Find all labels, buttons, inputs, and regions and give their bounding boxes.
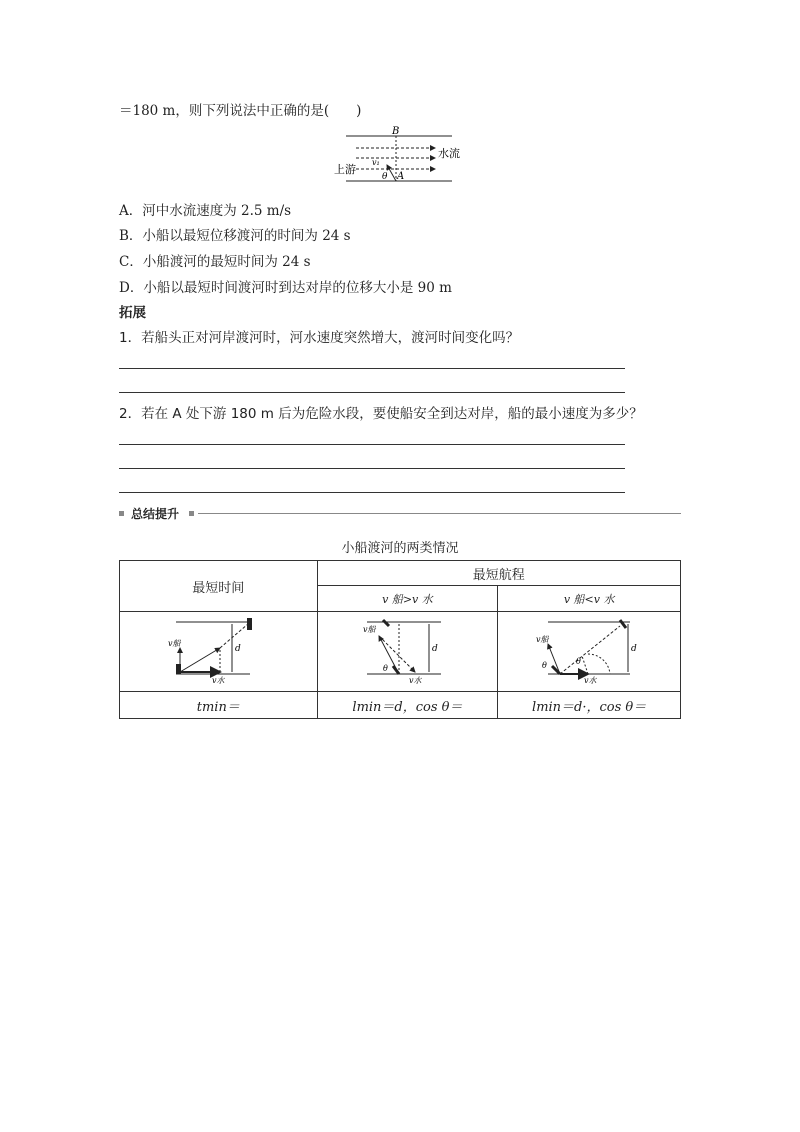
subheader-vboat-lt-vwater: v 船<v 水	[498, 586, 681, 612]
summary-table	[119, 560, 681, 719]
label-theta: θ	[383, 663, 389, 673]
formula-shortest-time: tmin＝	[120, 692, 318, 719]
label-upstream: 上游	[334, 163, 356, 176]
label-b: B	[392, 126, 400, 137]
label-theta: θ	[382, 172, 388, 182]
label-d: d	[432, 643, 439, 654]
label-v-water: v水	[584, 675, 597, 684]
label-v1: v₁	[372, 158, 380, 167]
answer-line	[119, 492, 625, 493]
figure-cell-3	[498, 612, 681, 692]
figure-cell-2	[317, 612, 498, 692]
option-d: D．小船以最短时间渡河时到达对岸的位移大小是 90 m	[119, 280, 452, 296]
header-shortest-path: 最短航程	[317, 561, 680, 586]
label-v-water: v水	[409, 675, 422, 684]
option-b: B．小船以最短位移渡河的时间为 24 s	[119, 228, 351, 244]
label-d: d	[631, 643, 637, 654]
figure-shortest-path-1	[357, 616, 457, 684]
subheader-vboat-gt-vwater: v 船>v 水	[317, 586, 498, 612]
section-bullet	[119, 511, 124, 516]
river-diagram	[330, 122, 480, 188]
label-v-boat: v船	[363, 624, 376, 634]
answer-line	[119, 392, 625, 393]
table-title: 小船渡河的两类情况	[341, 541, 459, 556]
option-a: A．河中水流速度为 2.5 m/s	[119, 203, 292, 219]
answer-line	[119, 468, 625, 469]
formula-shortest-path-1: lmin＝d，cos θ＝	[317, 692, 498, 719]
figure-shortest-time	[168, 616, 268, 684]
option-c: C．小船渡河的最短时间为 24 s	[119, 254, 311, 270]
label-d: d	[235, 643, 242, 654]
intro-text: ＝180 m，则下列说法中正确的是( )	[119, 103, 362, 119]
label-v-boat: v船	[168, 638, 181, 648]
answer-line	[119, 368, 625, 369]
label-v-boat: v船	[536, 634, 549, 644]
question-1: 1．若船头正对河岸渡河时，河水速度突然增大，渡河时间变化吗？	[119, 330, 520, 346]
formula-shortest-path-2: lmin＝d·，cos θ＝	[498, 692, 681, 719]
label-theta: θ	[542, 660, 547, 670]
header-shortest-time: 最短时间	[120, 561, 318, 612]
figure-cell-1	[120, 612, 318, 692]
label-v-water: v水	[212, 675, 225, 684]
question-2: 2．若在 A 处下游 180 m 后为危险水段，要使船安全到达对岸，船的最小速度为多少？	[119, 406, 643, 422]
section-title: 总结提升	[131, 507, 180, 521]
label-a: A	[397, 171, 405, 182]
section-bullet	[189, 511, 194, 516]
section-rule	[198, 513, 681, 514]
label-theta: θ	[576, 656, 581, 666]
figure-shortest-path-2	[534, 616, 644, 684]
extension-title: 拓展	[119, 305, 146, 321]
answer-line	[119, 444, 625, 445]
label-flow: 水流	[438, 147, 460, 160]
